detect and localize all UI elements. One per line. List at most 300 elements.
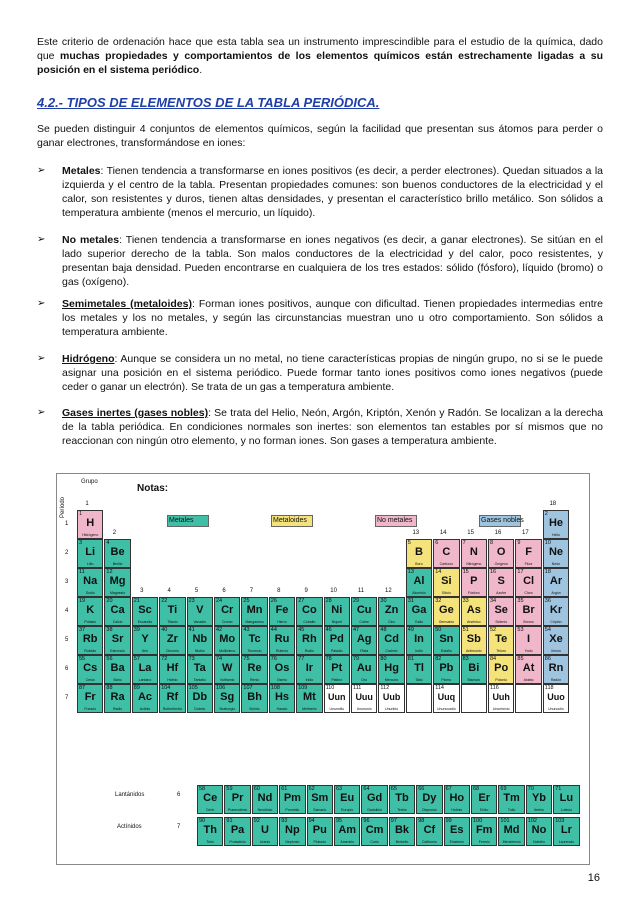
atomic-number: 85 <box>517 656 524 662</box>
element-name: Americio <box>340 840 354 844</box>
element-symbol: Am <box>338 824 357 836</box>
element-cell <box>351 597 377 626</box>
element-cell <box>77 568 103 597</box>
element-cell <box>515 568 541 597</box>
atomic-number: 89 <box>133 685 140 691</box>
element-name: Germanio <box>438 620 455 624</box>
atomic-number: 18 <box>544 569 551 575</box>
element-cell <box>104 597 130 626</box>
atomic-number: 56 <box>106 656 113 662</box>
atomic-number: 81 <box>407 656 414 662</box>
atomic-number: 50 <box>435 627 442 633</box>
element-name: Neodimio <box>257 808 273 812</box>
element-cell <box>461 568 487 597</box>
atomic-number: 80 <box>380 656 387 662</box>
element-name: Teluro <box>496 649 506 653</box>
element-cell <box>197 785 223 814</box>
element-cell <box>433 626 459 655</box>
atomic-number: 57 <box>133 656 140 662</box>
element-name: Polonio <box>495 678 508 682</box>
element-symbol: Cr <box>221 604 234 616</box>
element-cell <box>488 568 514 597</box>
element-symbol: In <box>414 633 424 645</box>
element-cell <box>104 684 130 713</box>
element-symbol: Md <box>503 824 520 836</box>
element-name: Ununbio <box>385 707 399 711</box>
atomic-number: 17 <box>517 569 524 575</box>
element-name: Cobre <box>359 620 369 624</box>
element-name: Nitrógeno <box>466 562 482 566</box>
element-cell <box>543 597 569 626</box>
atomic-number: 8 <box>490 540 494 546</box>
atomic-number: 91 <box>226 818 233 824</box>
element-name: Rodio <box>304 649 314 653</box>
group-number: 6 <box>222 588 226 594</box>
element-name: Bario <box>113 678 122 682</box>
atomic-number: 62 <box>308 786 315 792</box>
atomic-number: 59 <box>226 786 233 792</box>
group-number: 4 <box>167 588 171 594</box>
element-cell <box>543 568 569 597</box>
element-cell <box>241 597 267 626</box>
atomic-number: 106 <box>216 685 226 691</box>
element-name: Rutherfordio <box>162 707 183 711</box>
element-name: Litio <box>86 562 94 566</box>
atomic-number: 22 <box>161 598 168 604</box>
element-name: Terbio <box>397 808 407 812</box>
element-symbol: Sg <box>220 691 235 703</box>
element-symbol: Bh <box>247 691 262 703</box>
element-symbol: Ac <box>137 691 153 703</box>
element-cell <box>351 626 377 655</box>
element-name: Iterbio <box>534 808 544 812</box>
element-name: Lantano <box>138 678 152 682</box>
element-name: Xenón <box>550 649 562 653</box>
atomic-number: 98 <box>418 818 425 824</box>
element-symbol: F <box>525 546 532 558</box>
element-cell <box>252 785 278 814</box>
element-name: Europio <box>341 808 354 812</box>
element-symbol: Re <box>247 662 262 674</box>
element-symbol: As <box>466 604 481 616</box>
element-symbol: Uuh <box>492 692 510 702</box>
notes-label: Notas: <box>137 483 169 494</box>
element-symbol: Co <box>302 604 317 616</box>
element-symbol: Fr <box>84 691 96 703</box>
element-name: Helio <box>552 533 560 537</box>
periodo-label: Período <box>60 496 66 518</box>
element-name: Hidrógeno <box>82 533 99 537</box>
atomic-number: 54 <box>544 627 551 633</box>
element-cell <box>324 597 350 626</box>
atomic-number: 34 <box>490 598 497 604</box>
element-name: Titanio <box>167 620 178 624</box>
element-symbol: Er <box>478 792 490 804</box>
element-cell <box>77 655 103 684</box>
element-cell <box>471 817 497 846</box>
atomic-number: 26 <box>270 598 277 604</box>
atomic-number: 13 <box>407 569 414 575</box>
arrow-bullet-icon: ➢ <box>37 407 46 418</box>
element-name: Tantalio <box>193 678 206 682</box>
element-cell <box>515 626 541 655</box>
element-symbol: Li <box>85 546 96 558</box>
atomic-number: 5 <box>407 540 411 546</box>
element-symbol: Pr <box>231 792 244 804</box>
element-name: Criptón <box>550 620 562 624</box>
atomic-number: 14 <box>435 569 442 575</box>
atomic-number: 20 <box>106 598 113 604</box>
element-name: Silicio <box>441 591 451 595</box>
element-name: Talio <box>415 678 423 682</box>
element-symbol: Ni <box>331 604 343 616</box>
element-name: Praseodimio <box>227 808 248 812</box>
intro-paragraph <box>37 35 603 77</box>
element-cell <box>252 817 278 846</box>
element-name: Ununhexio <box>492 707 510 711</box>
element-symbol: O <box>496 546 506 558</box>
atomic-number: 16 <box>490 569 497 575</box>
element-symbol: P <box>470 575 478 587</box>
atomic-number: 58 <box>199 786 206 792</box>
element-cell <box>406 684 432 713</box>
element-name: Magnesio <box>109 591 126 595</box>
atomic-number: 46 <box>325 627 332 633</box>
atomic-number: 103 <box>555 818 565 824</box>
element-cell <box>389 817 415 846</box>
element-cell <box>77 626 103 655</box>
element-name: Aluminio <box>412 591 426 595</box>
element-symbol: Rb <box>82 633 98 645</box>
element-cell <box>307 817 333 846</box>
element-symbol: Mn <box>246 604 263 616</box>
element-name: Manganeso <box>245 620 264 624</box>
element-symbol: Sb <box>466 633 481 645</box>
element-cell <box>296 626 322 655</box>
element-cell <box>406 626 432 655</box>
element-symbol: Nd <box>257 792 273 804</box>
element-name: Cadmio <box>385 649 398 653</box>
element-name: Fermio <box>478 840 490 844</box>
actinides-period: 7 <box>177 824 181 830</box>
element-name: Uranio <box>259 840 271 844</box>
element-name: Astato <box>523 678 534 682</box>
atomic-number: 114 <box>435 685 444 691</box>
element-name: Plata <box>360 649 369 653</box>
element-name: Gadolinio <box>367 808 382 812</box>
element-cell <box>461 597 487 626</box>
element-cell <box>307 785 333 814</box>
element-symbol: Ti <box>167 604 178 616</box>
atomic-number: 96 <box>363 818 370 824</box>
element-symbol: Al <box>413 575 425 587</box>
atomic-number: 6 <box>435 540 439 546</box>
element-cell <box>296 684 322 713</box>
element-cell <box>241 655 267 684</box>
group-number: 5 <box>194 588 199 594</box>
element-name: Unununio <box>356 707 372 711</box>
element-symbol: Cs <box>83 662 98 674</box>
section-heading: 4.2.- TIPOS DE ELEMENTOS DE LA TABLA PERIÓDICA. <box>37 95 380 110</box>
element-cell <box>515 684 541 713</box>
element-cell <box>361 817 387 846</box>
element-cell <box>324 655 350 684</box>
element-symbol: Cm <box>365 824 384 836</box>
atomic-number: 108 <box>270 685 280 691</box>
element-cell <box>159 655 185 684</box>
element-name: Curio <box>370 840 379 844</box>
element-name: Iridio <box>305 678 314 682</box>
element-name: Selenio <box>495 620 508 624</box>
arrow-bullet-icon: ➢ <box>37 234 46 245</box>
element-cell <box>269 684 295 713</box>
atomic-number: 30 <box>380 598 387 604</box>
element-name: Ununnilio <box>329 707 345 711</box>
atomic-number: 84 <box>490 656 497 662</box>
element-symbol: Te <box>495 633 508 645</box>
element-name: Lutecio <box>560 808 573 812</box>
element-symbol: Uuo <box>547 692 565 702</box>
bullet-title: Metales <box>62 165 101 177</box>
element-cell <box>515 655 541 684</box>
atomic-number: 3 <box>79 540 83 546</box>
element-name: Indio <box>415 649 423 653</box>
element-cell <box>378 684 404 713</box>
element-name: Neón <box>551 562 561 566</box>
element-symbol: N <box>469 546 478 558</box>
element-symbol: U <box>261 824 269 836</box>
element-cell <box>224 785 250 814</box>
element-symbol: Ho <box>449 792 465 804</box>
atomic-number: 39 <box>133 627 140 633</box>
element-symbol: Rn <box>548 662 564 674</box>
element-name: Protactinio <box>229 840 246 844</box>
element-cell <box>488 655 514 684</box>
atomic-number: 61 <box>281 786 288 792</box>
period-number: 6 <box>65 666 69 672</box>
element-cell <box>433 568 459 597</box>
element-symbol: I <box>527 633 531 645</box>
element-name: Prometio <box>285 808 300 812</box>
atomic-number: 23 <box>188 598 195 604</box>
atomic-number: 47 <box>353 627 360 633</box>
element-symbol: Hs <box>274 691 290 703</box>
atomic-number: 90 <box>199 818 206 824</box>
atomic-number: 78 <box>325 656 332 662</box>
atomic-number: 73 <box>188 656 195 662</box>
element-name: Antimonio <box>466 649 482 653</box>
element-symbol: Sm <box>311 792 329 804</box>
element-name: Ununcuadio <box>437 707 456 711</box>
element-symbol: Uuq <box>437 692 456 702</box>
element-name: Erbio <box>480 808 489 812</box>
element-cell <box>416 817 442 846</box>
periodic-table <box>56 473 590 865</box>
lead-paragraph: Se pueden distinguir 4 conjuntos de elementos químicos, según la facilidad que presentan sus átomos para perder o ganar electrones, transformándose en iones: <box>37 123 603 149</box>
element-name: Vanadio <box>193 620 207 624</box>
atomic-number: 75 <box>243 656 250 662</box>
atomic-number: 70 <box>527 786 534 792</box>
element-name: Níquel <box>331 620 342 624</box>
element-cell <box>471 785 497 814</box>
element-symbol: Uun <box>328 692 346 702</box>
element-symbol: C <box>442 546 451 558</box>
element-cell <box>197 817 223 846</box>
element-symbol: Zr <box>166 633 178 645</box>
element-name: Cerio <box>206 808 215 812</box>
element-symbol: W <box>222 662 233 674</box>
atomic-number: 105 <box>188 685 198 691</box>
atomic-number: 45 <box>298 627 305 633</box>
element-name: Sodio <box>85 591 95 595</box>
element-cell <box>543 510 569 539</box>
element-cell <box>543 684 569 713</box>
element-symbol: Tl <box>414 662 424 674</box>
atomic-number: 15 <box>462 569 469 575</box>
atomic-number: 83 <box>462 656 469 662</box>
element-name: Platino <box>331 678 343 682</box>
atomic-number: 64 <box>363 786 370 792</box>
atomic-number: 4 <box>106 540 110 546</box>
bullet-metales <box>37 164 603 220</box>
atomic-number: 102 <box>527 818 537 824</box>
element-name: Mendelevio <box>502 840 521 844</box>
element-cell <box>378 655 404 684</box>
atomic-number: 95 <box>336 818 343 824</box>
element-cell <box>241 684 267 713</box>
element-cell <box>351 684 377 713</box>
element-name: Bohrio <box>249 707 260 711</box>
element-name: Torio <box>206 840 214 844</box>
element-symbol: At <box>522 662 535 674</box>
element-cell <box>224 817 250 846</box>
atomic-number: 41 <box>188 627 195 633</box>
element-cell <box>543 539 569 568</box>
period-number: 5 <box>65 637 69 643</box>
element-cell <box>104 626 130 655</box>
element-symbol: Tm <box>503 792 520 804</box>
element-name: Potasio <box>84 620 97 624</box>
atomic-number: 9 <box>517 540 521 546</box>
element-symbol: Pu <box>312 824 327 836</box>
element-symbol: Fe <box>275 604 289 616</box>
element-symbol: Ca <box>110 604 125 616</box>
element-symbol: Po <box>494 662 509 674</box>
element-symbol: Hg <box>384 662 399 674</box>
atomic-number: 1 <box>79 511 83 517</box>
element-cell <box>334 817 360 846</box>
element-name: Paladio <box>330 649 343 653</box>
actinides-label: Actínidos <box>117 824 142 830</box>
element-symbol: Ce <box>203 792 218 804</box>
element-name: Circonio <box>165 649 179 653</box>
element-symbol: Ga <box>411 604 427 616</box>
element-name: Meitnerio <box>302 707 317 711</box>
element-name: Hassio <box>276 707 288 711</box>
element-cell <box>187 684 213 713</box>
legend-label-metalloid: Metaloides <box>273 517 307 524</box>
bullet-hidrogeno <box>37 352 603 394</box>
element-cell <box>351 655 377 684</box>
arrow-bullet-icon: ➢ <box>37 165 46 176</box>
element-cell <box>515 597 541 626</box>
atomic-number: 32 <box>435 598 442 604</box>
element-cell <box>187 597 213 626</box>
atomic-number: 25 <box>243 598 250 604</box>
element-cell <box>378 597 404 626</box>
element-symbol: Cd <box>384 633 399 645</box>
atomic-number: 87 <box>79 685 86 691</box>
element-symbol: Tb <box>395 792 409 804</box>
atomic-number: 2 <box>544 511 548 517</box>
element-cell <box>296 597 322 626</box>
element-cell <box>461 655 487 684</box>
element-name: Cloro <box>524 591 533 595</box>
atomic-number: 109 <box>298 685 308 691</box>
atomic-number: 97 <box>390 818 397 824</box>
element-cell <box>77 684 103 713</box>
element-symbol: Cu <box>356 604 372 616</box>
element-symbol: Si <box>441 575 452 587</box>
element-symbol: Sr <box>111 633 124 645</box>
intro-bold-text: muchas propiedades y comportamientos de los elementos químicos están estrechamente ligadas a su posición en el sistema periódico <box>37 50 603 76</box>
atomic-number: 68 <box>473 786 480 792</box>
period-number: 4 <box>65 608 69 614</box>
element-name: Francio <box>84 707 97 711</box>
bullet-title: Gases inertes (gases nobles) <box>62 407 209 419</box>
bullet-no-metales <box>37 233 603 289</box>
element-cell <box>378 626 404 655</box>
element-symbol: He <box>548 517 564 529</box>
element-symbol: H <box>86 517 95 529</box>
bullet-title: No metales <box>62 234 120 246</box>
element-name: Carbono <box>439 562 454 566</box>
atomic-number: 19 <box>79 598 86 604</box>
element-symbol: Mg <box>109 575 126 587</box>
element-cell <box>526 817 552 846</box>
atomic-number: 7 <box>462 540 466 546</box>
element-name: Niobio <box>194 649 205 653</box>
element-name: Molibdeno <box>219 649 236 653</box>
element-cell <box>433 684 459 713</box>
element-symbol: Es <box>450 824 464 836</box>
element-name: Volframio <box>219 678 235 682</box>
element-symbol: Mo <box>219 633 236 645</box>
intro-end: . <box>199 64 203 76</box>
group-number: 18 <box>549 501 557 507</box>
element-symbol: Fm <box>475 824 493 836</box>
element-name: Rutenio <box>275 649 289 653</box>
legend-label-metal: Metales <box>169 517 194 524</box>
bullet-title: Hidrógeno <box>62 353 115 365</box>
element-name: Samario <box>313 808 327 812</box>
atomic-number: 66 <box>418 786 425 792</box>
element-cell <box>77 597 103 626</box>
element-symbol: Yb <box>531 792 547 804</box>
element-name: Estaño <box>440 649 452 653</box>
element-symbol: Np <box>285 824 300 836</box>
element-symbol: Zn <box>384 604 399 616</box>
element-name: Boro <box>415 562 423 566</box>
group-number: 16 <box>494 530 502 536</box>
element-name: Laurencio <box>558 840 575 844</box>
element-symbol: Mt <box>302 691 316 703</box>
element-symbol: Cl <box>523 575 535 587</box>
element-name: Tecnecio <box>247 649 262 653</box>
element-name: Bismuto <box>467 678 481 682</box>
element-symbol: Nb <box>192 633 208 645</box>
atomic-number: 36 <box>544 598 551 604</box>
